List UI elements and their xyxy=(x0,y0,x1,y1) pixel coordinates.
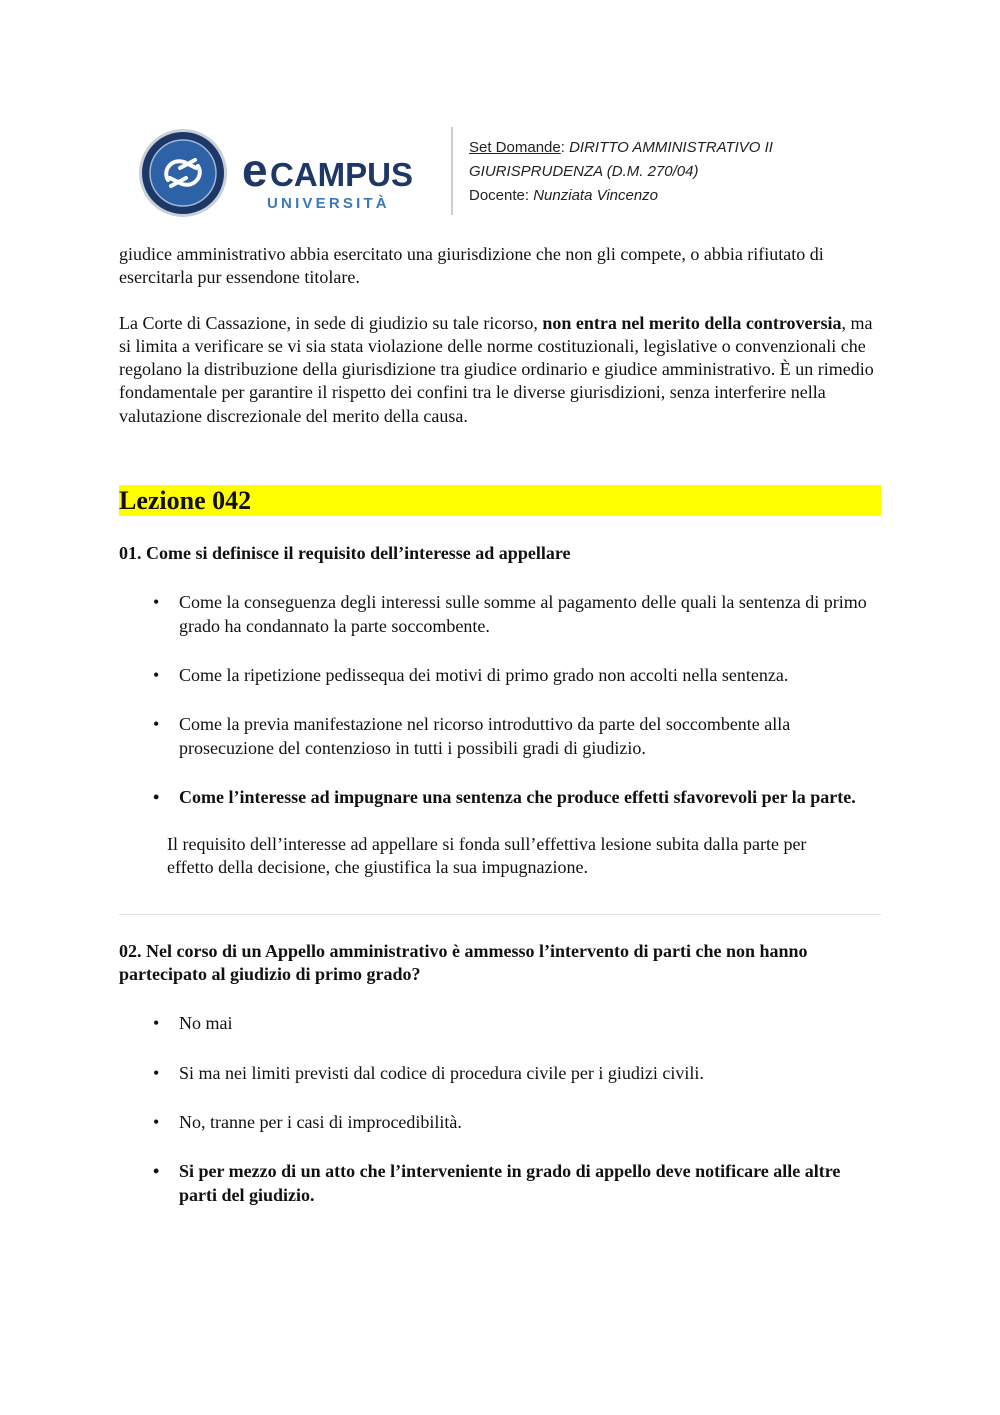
question-2-answers xyxy=(119,1012,881,1206)
answer-option-correct xyxy=(119,1160,881,1207)
answer-option xyxy=(119,1062,881,1085)
intro-p2-bold: non entra nel merito della controversia xyxy=(542,312,842,333)
intro-p2-start: La Corte di Cassazione, in sede di giudizio su tale ricorso, xyxy=(119,312,543,333)
document-header xyxy=(138,125,878,220)
question-divider xyxy=(119,914,881,915)
bullet-icon: • xyxy=(153,714,160,735)
bullet-icon: • xyxy=(153,1062,160,1083)
set-value-line2: GIURISPRUDENZA (D.M. 270/04) xyxy=(469,163,699,180)
bullet-icon: • xyxy=(153,1111,160,1132)
bullet-icon: • xyxy=(153,1161,160,1182)
logo-brand-name: CAMPUS xyxy=(270,156,414,193)
set-value: DIRITTO AMMINISTRATIVO II xyxy=(569,139,773,156)
answer-text: No mai xyxy=(179,1013,233,1034)
intro-p2-end: , ma si limita a verificare se vi sia stata violazione delle norme costituzionali, legislative o convenzionali che regolano la distribuzione della giurisdizione tra giudice ordinario e giudice amministrativo. È un rimedio fondamentale per garantire il rispetto dei confini tra le diverse giurisdizioni, senza interferire nella valutazione discrezionale del merito della causa. xyxy=(119,312,874,426)
docente-label: Docente xyxy=(469,187,525,204)
question-1-title: 01. Come si definisce il requisito dell’interesse ad appellare xyxy=(119,543,571,564)
question-1-answers xyxy=(119,591,881,809)
answer-text: No, tranne per i casi di improcedibilità. xyxy=(179,1111,462,1132)
bullet-icon: • xyxy=(153,1013,160,1034)
lesson-title: Lezione 042 xyxy=(119,485,881,516)
logo-brand-subtitle: UNIVERSITÀ xyxy=(267,195,390,212)
header-divider xyxy=(451,127,453,215)
intro-paragraph-1: giudice amministrativo abbia esercitato una giurisdizione che non gli compete, o abbia rifiutato di esercitarla pur essendone titolare. xyxy=(119,244,824,288)
document-body xyxy=(119,243,881,1207)
logo-e-letter: e xyxy=(242,144,267,196)
answer-text: Come l’interesse ad impugnare una sentenza che produce effetti sfavorevoli per la parte. xyxy=(179,786,856,807)
set-label: Set Domande xyxy=(469,139,561,156)
answer-option xyxy=(119,664,881,687)
answer-text: Come la previa manifestazione nel ricorso introduttivo da parte del soccombente alla prosecuzione del contenzioso in tutti i possibili gradi di giudizio. xyxy=(179,714,791,758)
set-domande-line: Set Domande: DIRITTO AMMINISTRATIVO II xyxy=(469,139,773,156)
bullet-icon: • xyxy=(153,592,160,613)
answer-option xyxy=(119,1111,881,1134)
answer-text: Si ma nei limiti previsti dal codice di procedura civile per i giudizi civili. xyxy=(179,1062,704,1083)
answer-text: Come la conseguenza degli interessi sulle somme al pagamento delle quali la sentenza di primo grado ha condannato la parte soccombente. xyxy=(179,592,867,636)
bullet-icon: • xyxy=(153,664,160,685)
header-info xyxy=(469,136,773,208)
intro-paragraph-2 xyxy=(119,312,881,428)
answer-option xyxy=(119,1012,881,1035)
answer-option xyxy=(119,713,881,760)
ecampus-seal-icon xyxy=(138,128,228,218)
docente-value: Nunziata Vincenzo xyxy=(533,187,659,204)
question-1-explanation: Il requisito dell’interesse ad appellare si fonda sull’effettiva lesione subita dalla parte per effetto della decisione, che giustifica la sua impugnazione. xyxy=(167,834,807,878)
ecampus-logo xyxy=(242,145,442,215)
bullet-icon: • xyxy=(153,786,160,807)
answer-option-correct xyxy=(119,786,881,809)
question-2-title: 02. Nel corso di un Appello amministrativo è ammesso l’intervento di parti che non hanno partecipato al giudizio di primo grado? xyxy=(119,940,808,985)
answer-option xyxy=(119,591,881,638)
answer-text: Si per mezzo di un atto che l’interveniente in grado di appello deve notificare alle altre parti del giudizio. xyxy=(179,1161,841,1205)
docente-line: Docente: Nunziata Vincenzo xyxy=(469,187,659,204)
answer-text: Come la ripetizione pedissequa dei motivi di primo grado non accolti nella sentenza. xyxy=(179,664,789,685)
